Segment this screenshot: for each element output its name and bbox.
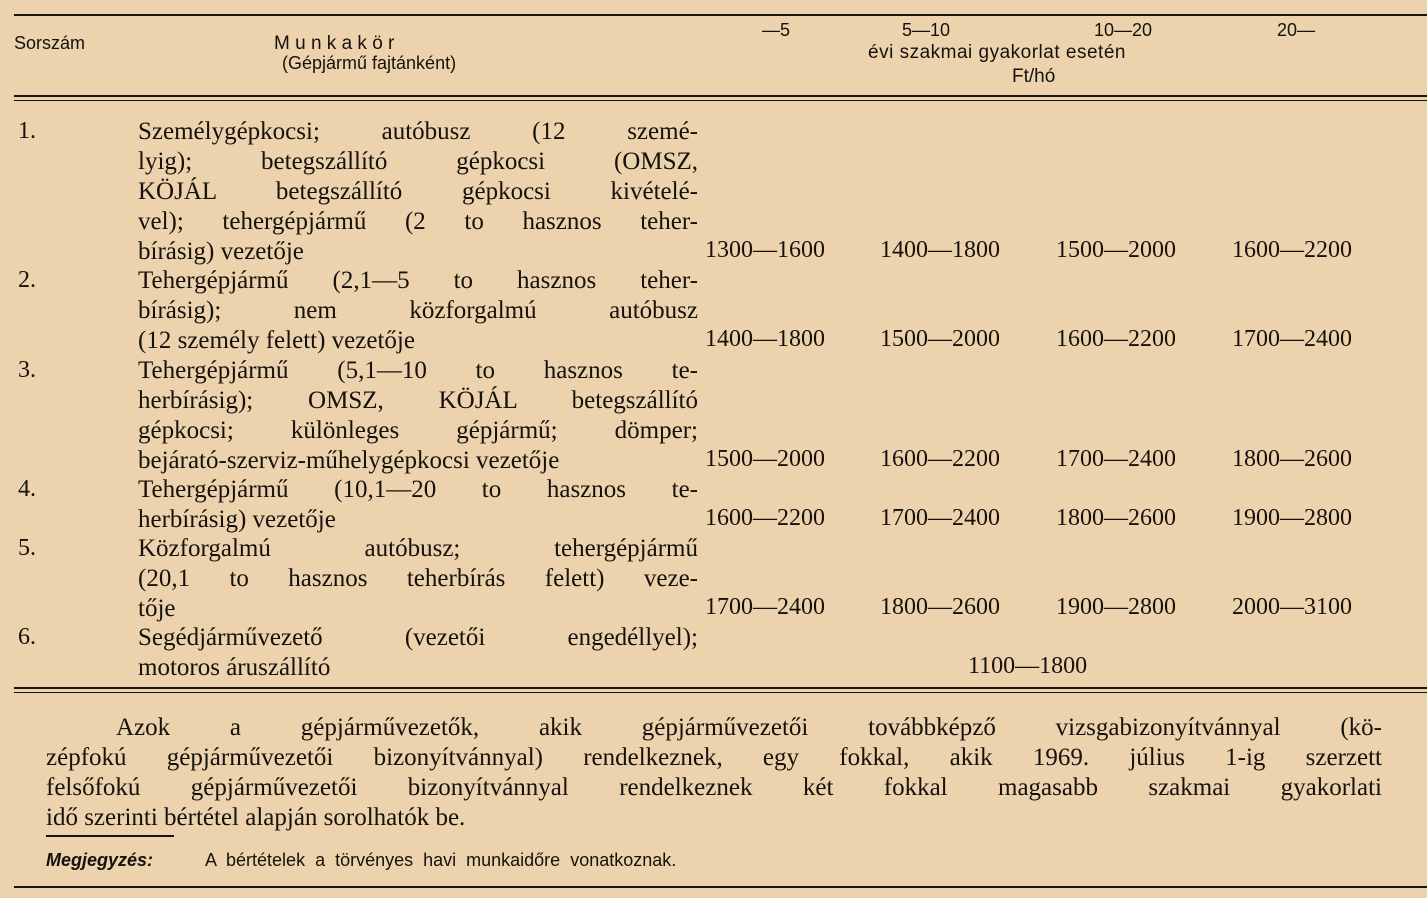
job-description	[138, 117, 698, 267]
row-number: 4.	[18, 476, 36, 502]
job-line: (20,1 to hasznos teherbírás felett) veze-	[138, 565, 698, 592]
job-line: bírásig); nem közforgalmú autóbusz	[138, 297, 698, 324]
wage-cell: 1900—2800	[1232, 505, 1352, 531]
job-line: tője	[138, 595, 176, 622]
note-text: A bértételek a törvényes havi munkaidőre vonatkoznak.	[205, 850, 677, 870]
note-label: Megjegyzés:	[46, 850, 154, 870]
paragraph-line: Azok a gépjárművezetők, akik gépjárművezetői továbbképző vizsgabizonyítvánnyal (kö-	[116, 714, 1382, 741]
header-bottom-rule	[14, 95, 1427, 97]
wage-cell: 1400—1800	[705, 326, 825, 352]
row-number: 6.	[18, 624, 36, 650]
job-line: gépkocsi; különleges gépjármű; dömper;	[138, 417, 698, 444]
header-range-1: —5	[762, 20, 791, 40]
header-munkakor: M u n k a k ö r	[274, 33, 395, 54]
footnote-paragraph	[46, 713, 1382, 833]
job-line: Segédjárművezető (vezetői engedéllyel);	[138, 624, 698, 651]
wage-cell: 1700—2400	[1056, 446, 1176, 472]
note-separator	[46, 835, 174, 837]
job-description	[138, 475, 698, 535]
page-bottom-rule	[14, 886, 1427, 888]
wage-cell: 1900—2800	[1056, 594, 1176, 620]
job-line: bejárató-szerviz-műhelygépkocsi vezetője	[138, 447, 560, 474]
wage-cell: 1800—2600	[1232, 446, 1352, 472]
job-line: (12 személy felett) vezetője	[138, 327, 415, 354]
job-line: herbírásig) vezetője	[138, 506, 336, 533]
job-line: Tehergépjármű (2,1—5 to hasznos teher-	[138, 267, 698, 294]
paragraph-line: felsőfokú gépjárművezetői bizonyítvánnyal rendelkeznek két fokkal magasabb szakmai gyakorlati	[46, 774, 1382, 801]
job-line: herbírásig); OMSZ, KÖJÁL betegszállító	[138, 387, 698, 414]
header-range-4: 20—	[1277, 20, 1316, 40]
header-unit: Ft/hó	[1012, 66, 1056, 87]
table-bottom-rule	[14, 687, 1427, 689]
wage-cell: 1600—2200	[1056, 326, 1176, 352]
job-description	[138, 266, 698, 356]
job-line: bírásig) vezetője	[138, 238, 304, 265]
header-range-2: 5—10	[902, 20, 951, 40]
job-line: motoros áruszállító	[138, 654, 331, 681]
paragraph-line: idő szerinti bértétel alapján sorolhatók be.	[46, 804, 466, 831]
row-number: 5.	[18, 535, 36, 561]
wage-cell: 1600—2200	[880, 446, 1000, 472]
header-experience-line: évi szakmai gyakorlat esetén	[868, 42, 1126, 63]
header-bottom-rule-thin	[14, 100, 1427, 101]
table-bottom-rule-thin	[14, 692, 1427, 693]
wage-cell: 1700—2400	[880, 505, 1000, 531]
paragraph-line: zépfokú gépjárművezetői bizonyítvánnyal) rendelkeznek, egy fokkal, akik 1969. július 1-ig szerzett	[46, 744, 1382, 771]
top-rule	[14, 14, 1427, 16]
job-line: Személygépkocsi; autóbusz (12 szemé-	[138, 118, 698, 145]
header-sorszam: Sorszám	[14, 33, 86, 53]
row-number: 3.	[18, 357, 36, 383]
wage-cell-merged: 1100—1800	[968, 653, 1088, 679]
wage-cell: 1400—1800	[880, 237, 1000, 263]
row-number: 2.	[18, 267, 36, 293]
wage-cell: 2000—3100	[1232, 594, 1352, 620]
wage-cell: 1500—2000	[880, 326, 1000, 352]
row-number: 1.	[18, 118, 36, 144]
wage-cell: 1700—2400	[1232, 326, 1352, 352]
wage-cell: 1300—1600	[705, 237, 825, 263]
wage-cell: 1600—2200	[705, 505, 825, 531]
wage-cell: 1500—2000	[1056, 237, 1176, 263]
header-range-3: 10—20	[1094, 20, 1153, 40]
wage-cell: 1800—2600	[1056, 505, 1176, 531]
job-line: lyig); betegszállító gépkocsi (OMSZ,	[138, 148, 698, 175]
job-line: vel); tehergépjármű (2 to hasznos teher-	[138, 208, 698, 235]
job-description	[138, 623, 698, 683]
wage-cell: 1500—2000	[705, 446, 825, 472]
wage-cell: 1800—2600	[880, 594, 1000, 620]
job-line: Tehergépjármű (5,1—10 to hasznos te-	[138, 357, 698, 384]
job-description	[138, 356, 698, 476]
job-line: Közforgalmú autóbusz; tehergépjármű	[138, 535, 698, 562]
header-munkakor-sub: (Gépjármű fajtánként)	[282, 53, 457, 73]
wage-cell: 1600—2200	[1232, 237, 1352, 263]
job-line: Tehergépjármű (10,1—20 to hasznos te-	[138, 476, 698, 503]
wage-cell: 1700—2400	[705, 594, 825, 620]
job-line: KÖJÁL betegszállító gépkocsi kivételé-	[138, 178, 698, 205]
job-description	[138, 534, 698, 624]
